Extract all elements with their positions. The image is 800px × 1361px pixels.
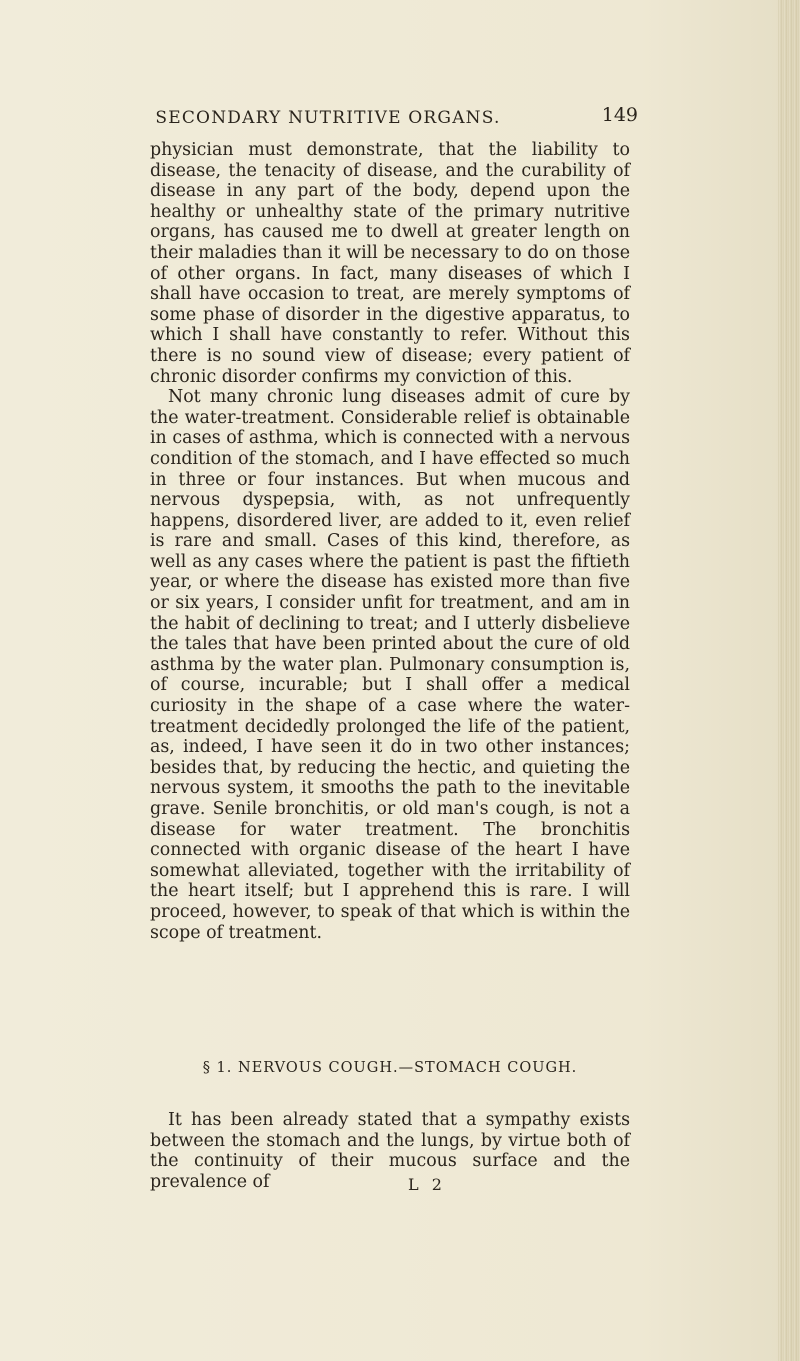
signature-mark: L 2 <box>408 1175 446 1194</box>
paragraph: physician must demonstrate, that the liability to disease, the tenacity of disease, and the curability of disease in any part of the body, depend upon the healthy or unhealthy state of the primary nutritive organs, has caused me to dwell at greater length on their maladies than it will be necessary to do on those of other organs. In fact, many diseases of which I shall have occasion to treat, are merely symptoms of some phase of disorder in the digestive apparatus, to which I shall have constantly to refer. Without this there is no sound view of disease; every patient of chronic disorder confirms my conviction of this. <box>150 140 630 387</box>
paragraph: It has been already stated that a sympathy exists between the stomach and the lungs, by virtue both of the continuity of their mucous surface and the prevalence of <box>150 1110 630 1192</box>
section-heading: § 1. NERVOUS COUGH.—STOMACH COUGH. <box>202 1060 578 1076</box>
page-number: 149 <box>601 104 638 126</box>
page-header <box>118 104 638 136</box>
section-body <box>150 1110 630 1192</box>
body-text <box>150 140 630 943</box>
page-edge <box>778 0 800 1361</box>
paragraph: Not many chronic lung diseases admit of cure by the water-treatment. Considerable relief is obtainable in cases of asthma, which is connected with a nervous condition of the stomach, and I have effected so much in three or four instances. But when mucous and nervous dyspepsia, with, as not unfrequently happens, disordered liver, are added to it, even relief is rare and small. Cases of this kind, therefore, as well as any cases where the patient is past the fiftieth year, or where the disease has existed more than five or six years, I consider unfit for treatment, and am in the habit of declining to treat; and I utterly disbelieve the tales that have been printed about the cure of old asthma by the water plan. Pulmonary consumption is, of course, incurable; but I shall offer a medical curiosity in the shape of a case where the water-treatment decidedly prolonged the life of the patient, as, indeed, I have seen it do in two other instances; besides that, by reducing the hectic, and quieting the nervous system, it smooths the path to the inevitable grave. Senile bronchitis, or old man's cough, is not a disease for water treatment. The bronchitis connected with organic disease of the heart I have somewhat alleviated, together with the irritability of the heart itself; but I apprehend this is rare. I will proceed, however, to speak of that which is within the scope of treatment. <box>150 387 630 943</box>
running-head: SECONDARY NUTRITIVE ORGANS. <box>155 108 501 128</box>
